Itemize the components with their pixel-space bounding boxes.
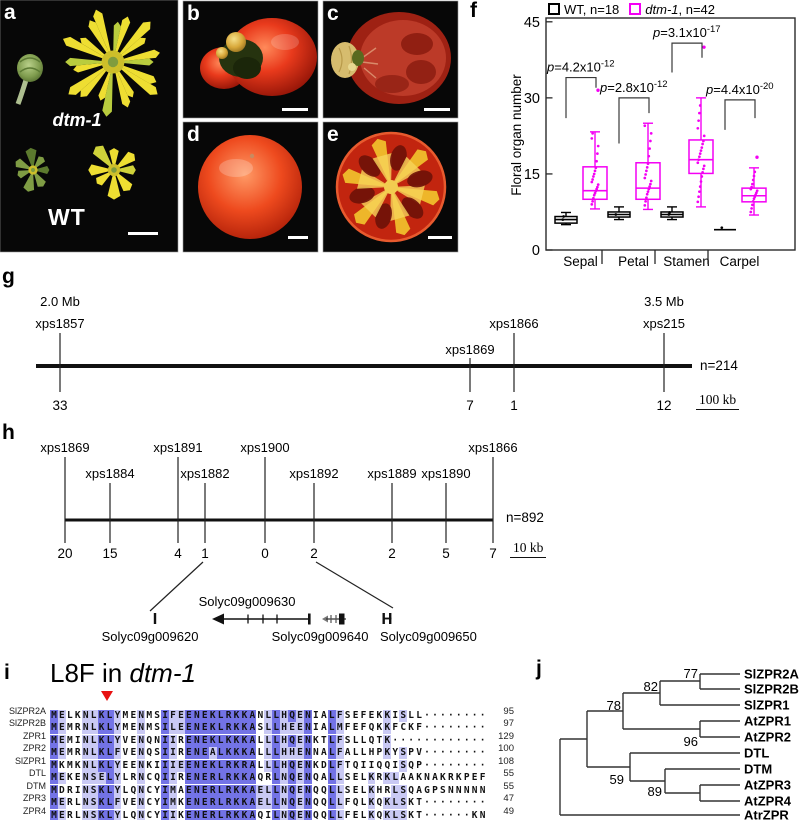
panel-c-label: c bbox=[327, 2, 339, 25]
recombinant-count: 2 bbox=[310, 546, 318, 561]
gene-640-label: Solyc09g009640 bbox=[271, 629, 369, 644]
map-g-scale-label: 100 kb bbox=[696, 392, 739, 410]
recombinant-count: 2 bbox=[388, 546, 396, 561]
panel-h-label: h bbox=[2, 421, 15, 444]
x-category-label: Petal bbox=[618, 254, 649, 269]
sequence-name: SlZPR2A bbox=[8, 706, 46, 716]
residue-number: 108 bbox=[498, 755, 514, 767]
recombinant-count: 15 bbox=[102, 546, 118, 561]
marker-label: xps1900 bbox=[240, 440, 290, 455]
position-label: 2.0 Mb bbox=[40, 294, 80, 309]
y-tick-label: 15 bbox=[523, 166, 540, 183]
tree-leaf-AtZPR3: AtZPR3 bbox=[744, 777, 791, 793]
residue-number: 55 bbox=[503, 780, 514, 792]
sequence-residues: M E M R N L K L Y M E N M S I L E E N E K L R K K A S L L H E E N I A L M F E F Q K K F C K F · · · · · · · · bbox=[51, 722, 486, 734]
gene-630-label: Solyc09g009630 bbox=[198, 594, 296, 609]
dtm1-genotype-label: dtm-1 bbox=[52, 110, 102, 130]
panel-e-label: e bbox=[327, 123, 339, 146]
box-WT-Sepal bbox=[555, 212, 577, 224]
panel-a-label: a bbox=[4, 1, 16, 24]
pvalue-bracket bbox=[619, 98, 649, 144]
recombinant-count: 20 bbox=[57, 546, 73, 561]
mutation-arrow-icon bbox=[101, 691, 113, 701]
recombinant-count: 5 bbox=[442, 546, 450, 561]
tree-leaf-SlZPR2A: SlZPR2A bbox=[744, 666, 799, 682]
panel-b-label: b bbox=[187, 2, 200, 25]
tree-leaf-AtZPR2: AtZPR2 bbox=[744, 729, 791, 745]
marker-label: xps1891 bbox=[153, 440, 203, 455]
box-WT-Stamen bbox=[661, 207, 683, 220]
gene-650-label: Solyc09g009650 bbox=[380, 629, 477, 644]
gene-620-glyph bbox=[154, 613, 156, 624]
legend-dtm-suffix: , n=42 bbox=[678, 2, 716, 17]
tree-leaf-AtZPR1: AtZPR1 bbox=[744, 713, 791, 729]
tree-leaf-DTM: DTM bbox=[744, 761, 773, 777]
sequence-name: ZPR1 bbox=[22, 730, 46, 741]
gene-640-glyph bbox=[339, 614, 345, 625]
mutation-title-prefix: L8F in bbox=[50, 658, 130, 688]
panel-d-label: d bbox=[187, 123, 200, 146]
sequence-name: ZPR2 bbox=[22, 743, 46, 754]
phylogenetic-tree bbox=[530, 646, 800, 820]
panel-g-label: g bbox=[2, 265, 15, 288]
tree-leaf-SlZPR1: SlZPR1 bbox=[744, 697, 790, 713]
legend-wt-label: WT, n=18 bbox=[564, 2, 620, 17]
sequence-residues: M E R L N S K L Y L Q N C Y I I K E N E R L R K K A Q I L N Q E N Q Q L L F E L K Q K L S K T · · · · · · K N bbox=[51, 809, 486, 820]
panel-j-label: j bbox=[536, 657, 542, 680]
y-tick-label: 30 bbox=[523, 90, 540, 107]
recombinant-count: 1 bbox=[201, 546, 209, 561]
box-dtm-1-Sepal bbox=[583, 89, 607, 209]
marker-label: xps1889 bbox=[367, 466, 417, 481]
pvalue-bracket bbox=[672, 43, 702, 72]
residue-number: 95 bbox=[503, 706, 514, 717]
y-tick-label: 45 bbox=[523, 14, 540, 31]
recombinant-count: 4 bbox=[174, 546, 182, 561]
tree-leaf-AtZPR4: AtZPR4 bbox=[744, 793, 791, 809]
recombinant-count: 7 bbox=[489, 546, 497, 561]
wt-genotype-label: WT bbox=[48, 204, 86, 230]
sequence-residues: M E K E N S E L Y L R N C Q I I R E N E R L R K K A Q R L N Q E N Q A L L S E L K R K L A A K N A K R K P E F bbox=[51, 772, 486, 784]
sequence-alignment bbox=[0, 646, 530, 820]
boxplot-chart bbox=[460, 0, 800, 272]
y-tick-label: 0 bbox=[531, 243, 540, 259]
residue-number: 97 bbox=[503, 718, 514, 730]
panel-f-label: f bbox=[470, 0, 477, 22]
panel-i-label: i bbox=[4, 661, 10, 684]
sequence-residues: M K M K N L K L Y E E N K I I I E E N E K L R K R A L L L H Q E N K D L F T Q I I Q Q I S Q P · · · · · · · · bbox=[51, 759, 486, 771]
pvalue-label: $p=3.1x10^{-17}$ bbox=[653, 24, 721, 41]
box-WT-Petal bbox=[608, 207, 630, 220]
x-category-label: Stamen bbox=[663, 254, 710, 269]
pvalue-bracket bbox=[566, 78, 596, 119]
scale-bar bbox=[128, 232, 158, 235]
tree-leaf-AtrZPR: AtrZPR bbox=[744, 807, 789, 820]
marker-label: xps1882 bbox=[180, 466, 230, 481]
bootstrap-value: 77 bbox=[683, 666, 698, 681]
pvalue-label: $p=2.8x10^{-12}$ bbox=[600, 78, 668, 95]
sequence-residues: M D R I N S K L Y L Q N C Y I M A E N E R L R K K A E L L N Q E N Q Q L L S E L K H R L S Q A G P S N N N N N bbox=[51, 784, 486, 796]
recombinant-count: 12 bbox=[656, 398, 672, 413]
map-h-n-label: n=892 bbox=[506, 510, 544, 525]
box-dtm-1-Carpel bbox=[742, 155, 766, 215]
marker-label: xps1866 bbox=[468, 440, 518, 455]
tree-leaf-SlZPR2B: SlZPR2B bbox=[744, 681, 799, 697]
bootstrap-value: 96 bbox=[683, 734, 698, 749]
y-axis-title: Floral organ number bbox=[509, 74, 524, 196]
marker-label: xps1857 bbox=[35, 316, 85, 331]
residue-number: 100 bbox=[498, 743, 514, 755]
marker-label: xps1884 bbox=[85, 466, 135, 481]
mutation-title bbox=[50, 658, 196, 689]
sequence-name: SlZPR2B bbox=[8, 718, 46, 729]
box-dtm-1-Petal bbox=[636, 123, 660, 209]
map-g bbox=[0, 270, 800, 425]
pvalue-bracket bbox=[725, 100, 755, 130]
recombinant-count: 1 bbox=[510, 398, 518, 413]
recombinant-count: 33 bbox=[52, 398, 68, 413]
map-h-scale-label: 10 kb bbox=[510, 540, 546, 558]
sequence-name: SlZPR1 bbox=[14, 755, 46, 766]
marker-label: xps1869 bbox=[445, 342, 495, 357]
x-category-label: Carpel bbox=[719, 254, 760, 269]
bootstrap-value: 82 bbox=[643, 679, 658, 694]
marker-label: xps1890 bbox=[421, 466, 471, 481]
sequence-residues: M E L K N L K L Y M E N M S I F E E N E K L R K K A N L L H Q E N I A L F S E F E K K I S L L · · · · · · · · bbox=[51, 710, 486, 721]
position-label: 3.5 Mb bbox=[644, 294, 684, 309]
bootstrap-value: 59 bbox=[609, 772, 624, 787]
residue-number: 55 bbox=[503, 768, 514, 780]
sequence-name: ZPR4 bbox=[22, 805, 46, 816]
box-dtm-1-Stamen bbox=[689, 45, 713, 206]
recombinant-count: 7 bbox=[466, 398, 474, 413]
gene-620-label: Solyc09g009620 bbox=[101, 629, 199, 644]
residue-number: 49 bbox=[503, 805, 514, 817]
recombinant-count: 0 bbox=[261, 546, 269, 561]
x-category-label: Sepal bbox=[563, 254, 598, 269]
box-WT-Carpel bbox=[714, 226, 736, 229]
tree-leaf-DTL: DTL bbox=[744, 745, 770, 761]
bootstrap-value: 89 bbox=[647, 784, 662, 799]
marker-label: xps1869 bbox=[40, 440, 90, 455]
residue-number: 47 bbox=[503, 793, 514, 805]
marker-label: xps215 bbox=[643, 316, 685, 331]
marker-label: xps1892 bbox=[289, 466, 339, 481]
pvalue-label: $p=4.4x10^{-20}$ bbox=[706, 80, 774, 97]
marker-label: xps1866 bbox=[489, 316, 539, 331]
sequence-name: ZPR3 bbox=[22, 793, 46, 804]
mutation-title-italic: dtm-1 bbox=[129, 658, 196, 688]
bootstrap-value: 78 bbox=[606, 698, 621, 713]
residue-number: 129 bbox=[498, 730, 514, 742]
map-h bbox=[0, 425, 800, 646]
sequence-residues: M E M I N L K L Y V E N Q N I I R E N E K L K K K A L L L H Q E N K T L F S L L Q T K · · · · · · · · · · · · bbox=[51, 734, 486, 746]
gene-630-arrow-icon bbox=[212, 614, 224, 625]
map-g-n-label: n=214 bbox=[700, 358, 738, 373]
sequence-residues: M E R L N S K L F V E N C Y I M K E N E R L R K K A E L L N Q E N Q Q L L F Q L K Q K L S K T · · · · · · · · bbox=[51, 797, 486, 809]
sequence-residues: M E M R N L K L F V E N Q S I I R E N E A L K K K A L L L H H E N N A L F A L L H P K Y S P V · · · · · · · · bbox=[51, 747, 486, 759]
sequence-name: DTL bbox=[28, 768, 46, 779]
pvalue-label: $p=4.2x10^{-12}$ bbox=[547, 58, 615, 75]
sequence-name: DTM bbox=[26, 780, 46, 791]
legend-dtm-italic: dtm-1 bbox=[645, 2, 679, 17]
